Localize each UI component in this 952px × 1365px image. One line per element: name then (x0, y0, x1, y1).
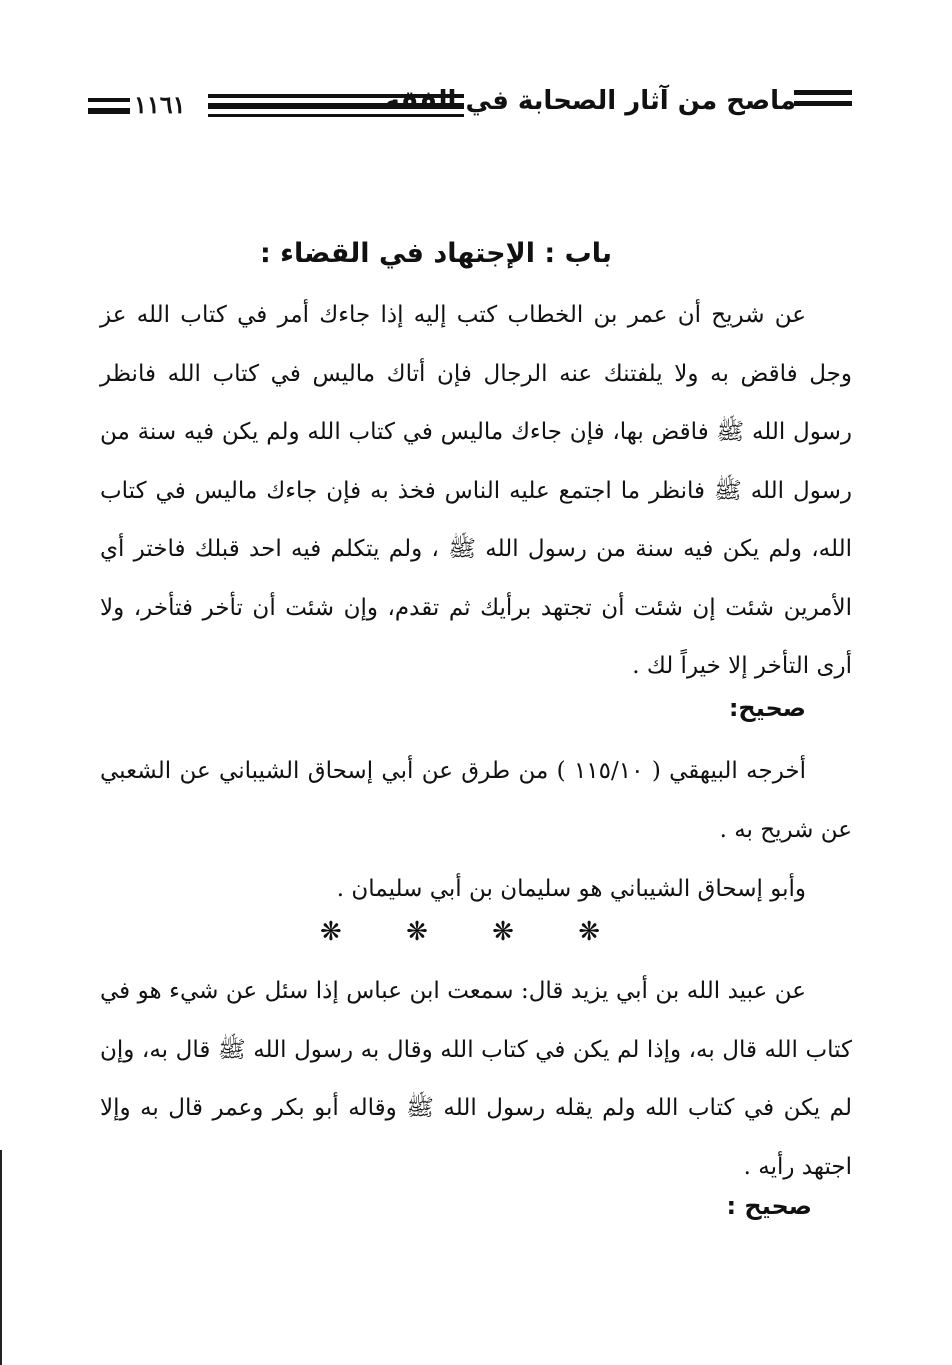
header-rule-right-top (794, 90, 852, 95)
narration-2 (100, 962, 852, 1196)
running-header (88, 84, 852, 130)
note-1 (100, 860, 852, 919)
takhrij-1 (100, 742, 852, 859)
chapter-title: باب : الإجتهاد في القضاء : (259, 238, 612, 269)
grade-label-1: صحيح: (728, 694, 806, 722)
ornament-star-icon: ❋ (406, 917, 428, 947)
narration-1-text: عن شريح أن عمر بن الخطاب كتب إليه إذا جاءك أمر في كتاب الله عز وجل فاقض به ولا يلفتنك عنه الرجال فإن أتاك ماليس في كتاب الله فانظر رسول الله ﷺ فاقض بها، فإن جاءك ماليس في كتاب الله ولم يكن فيه سنة من رسول الله ﷺ فانظر ما اجتمع عليه الناس فخذ به فإن جاءك ماليس في كتاب الله، ولم يكن فيه سنة من رسول الله ﷺ ، ولم يتكلم فيه احد قبلك فاختر أي الأمرين شئت إن شئت أن تجتهد برأيك ثم تقدم، وإن شئت أن تأخر فتأخر، ولا أرى التأخر إلا خيراً لك . (100, 302, 852, 679)
ornament-separator (320, 912, 600, 952)
header-rule-left-bottom (88, 108, 130, 114)
header-rule-right-bottom (794, 101, 852, 106)
narration-1 (100, 286, 852, 696)
narration-2-text: عن عبيد الله بن أبي يزيد قال: سمعت ابن عباس إذا سئل عن شيء هو في كتاب الله قال به، وإذا لم يكن في كتاب الله وقال به رسول الله ﷺ قال به، وإن لم يكن في كتاب الله ولم يقله رسول الله ﷺ وقاله أبو بكر وعمر قال به وإلا اجتهد رأيه . (100, 978, 852, 1180)
ornament-star-icon: ❋ (320, 917, 342, 947)
note-1-text: وأبو إسحاق الشيباني هو سليمان بن أبي سليمان . (336, 876, 806, 902)
header-title: ماصح من آثار الصحابة في الفقه (384, 86, 796, 116)
grade-label-2: صحيح : (726, 1192, 812, 1220)
page-number: ١١٦١ (134, 90, 186, 119)
ornament-star-icon: ❋ (578, 917, 600, 947)
ornament-star-icon: ❋ (492, 917, 514, 947)
takhrij-1-text: أخرجه البيهقي ( ١١٥/١٠ ) من طرق عن أبي إسحاق الشيباني عن الشعبي عن شريح به . (100, 758, 852, 843)
scan-edge-line (0, 1150, 2, 1365)
header-rule-left-top (88, 98, 130, 102)
